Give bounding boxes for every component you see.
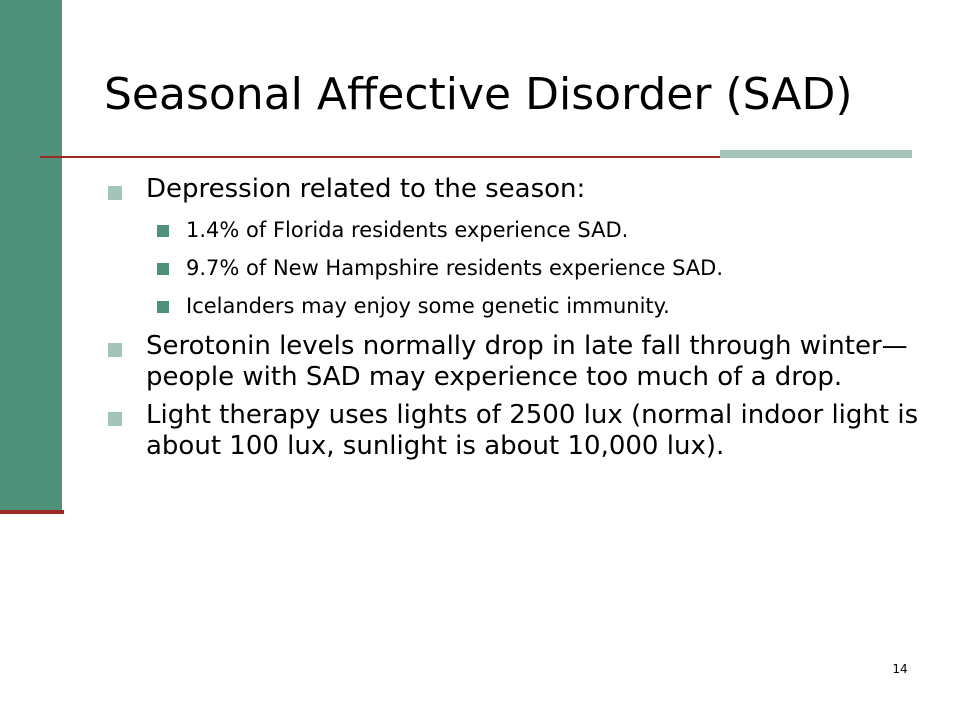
bullet-serotonin: Serotonin levels normally drop in late fall through winter—people with SAD may experience too much of a drop. <box>106 331 926 393</box>
page-number: 14 <box>892 662 908 676</box>
sub-bullet-florida: 1.4% of Florida residents experience SAD. <box>106 217 926 243</box>
sub-bullet-new-hampshire: 9.7% of New Hampshire residents experience SAD. <box>106 255 926 281</box>
slide-title: Seasonal Affective Disorder (SAD) <box>104 69 853 120</box>
sub-bullet-icelanders: Icelanders may enjoy some genetic immunity. <box>106 293 926 319</box>
title-accent-bar <box>720 150 912 158</box>
bullet-depression-season: Depression related to the season: <box>106 174 926 205</box>
bullet-light-therapy: Light therapy uses lights of 2500 lux (normal indoor light is about 100 lux, sunlight is about 10,000 lux). <box>106 400 926 462</box>
left-decorative-band <box>0 0 62 512</box>
bullet-list <box>106 174 926 469</box>
left-band-underline <box>0 510 64 514</box>
